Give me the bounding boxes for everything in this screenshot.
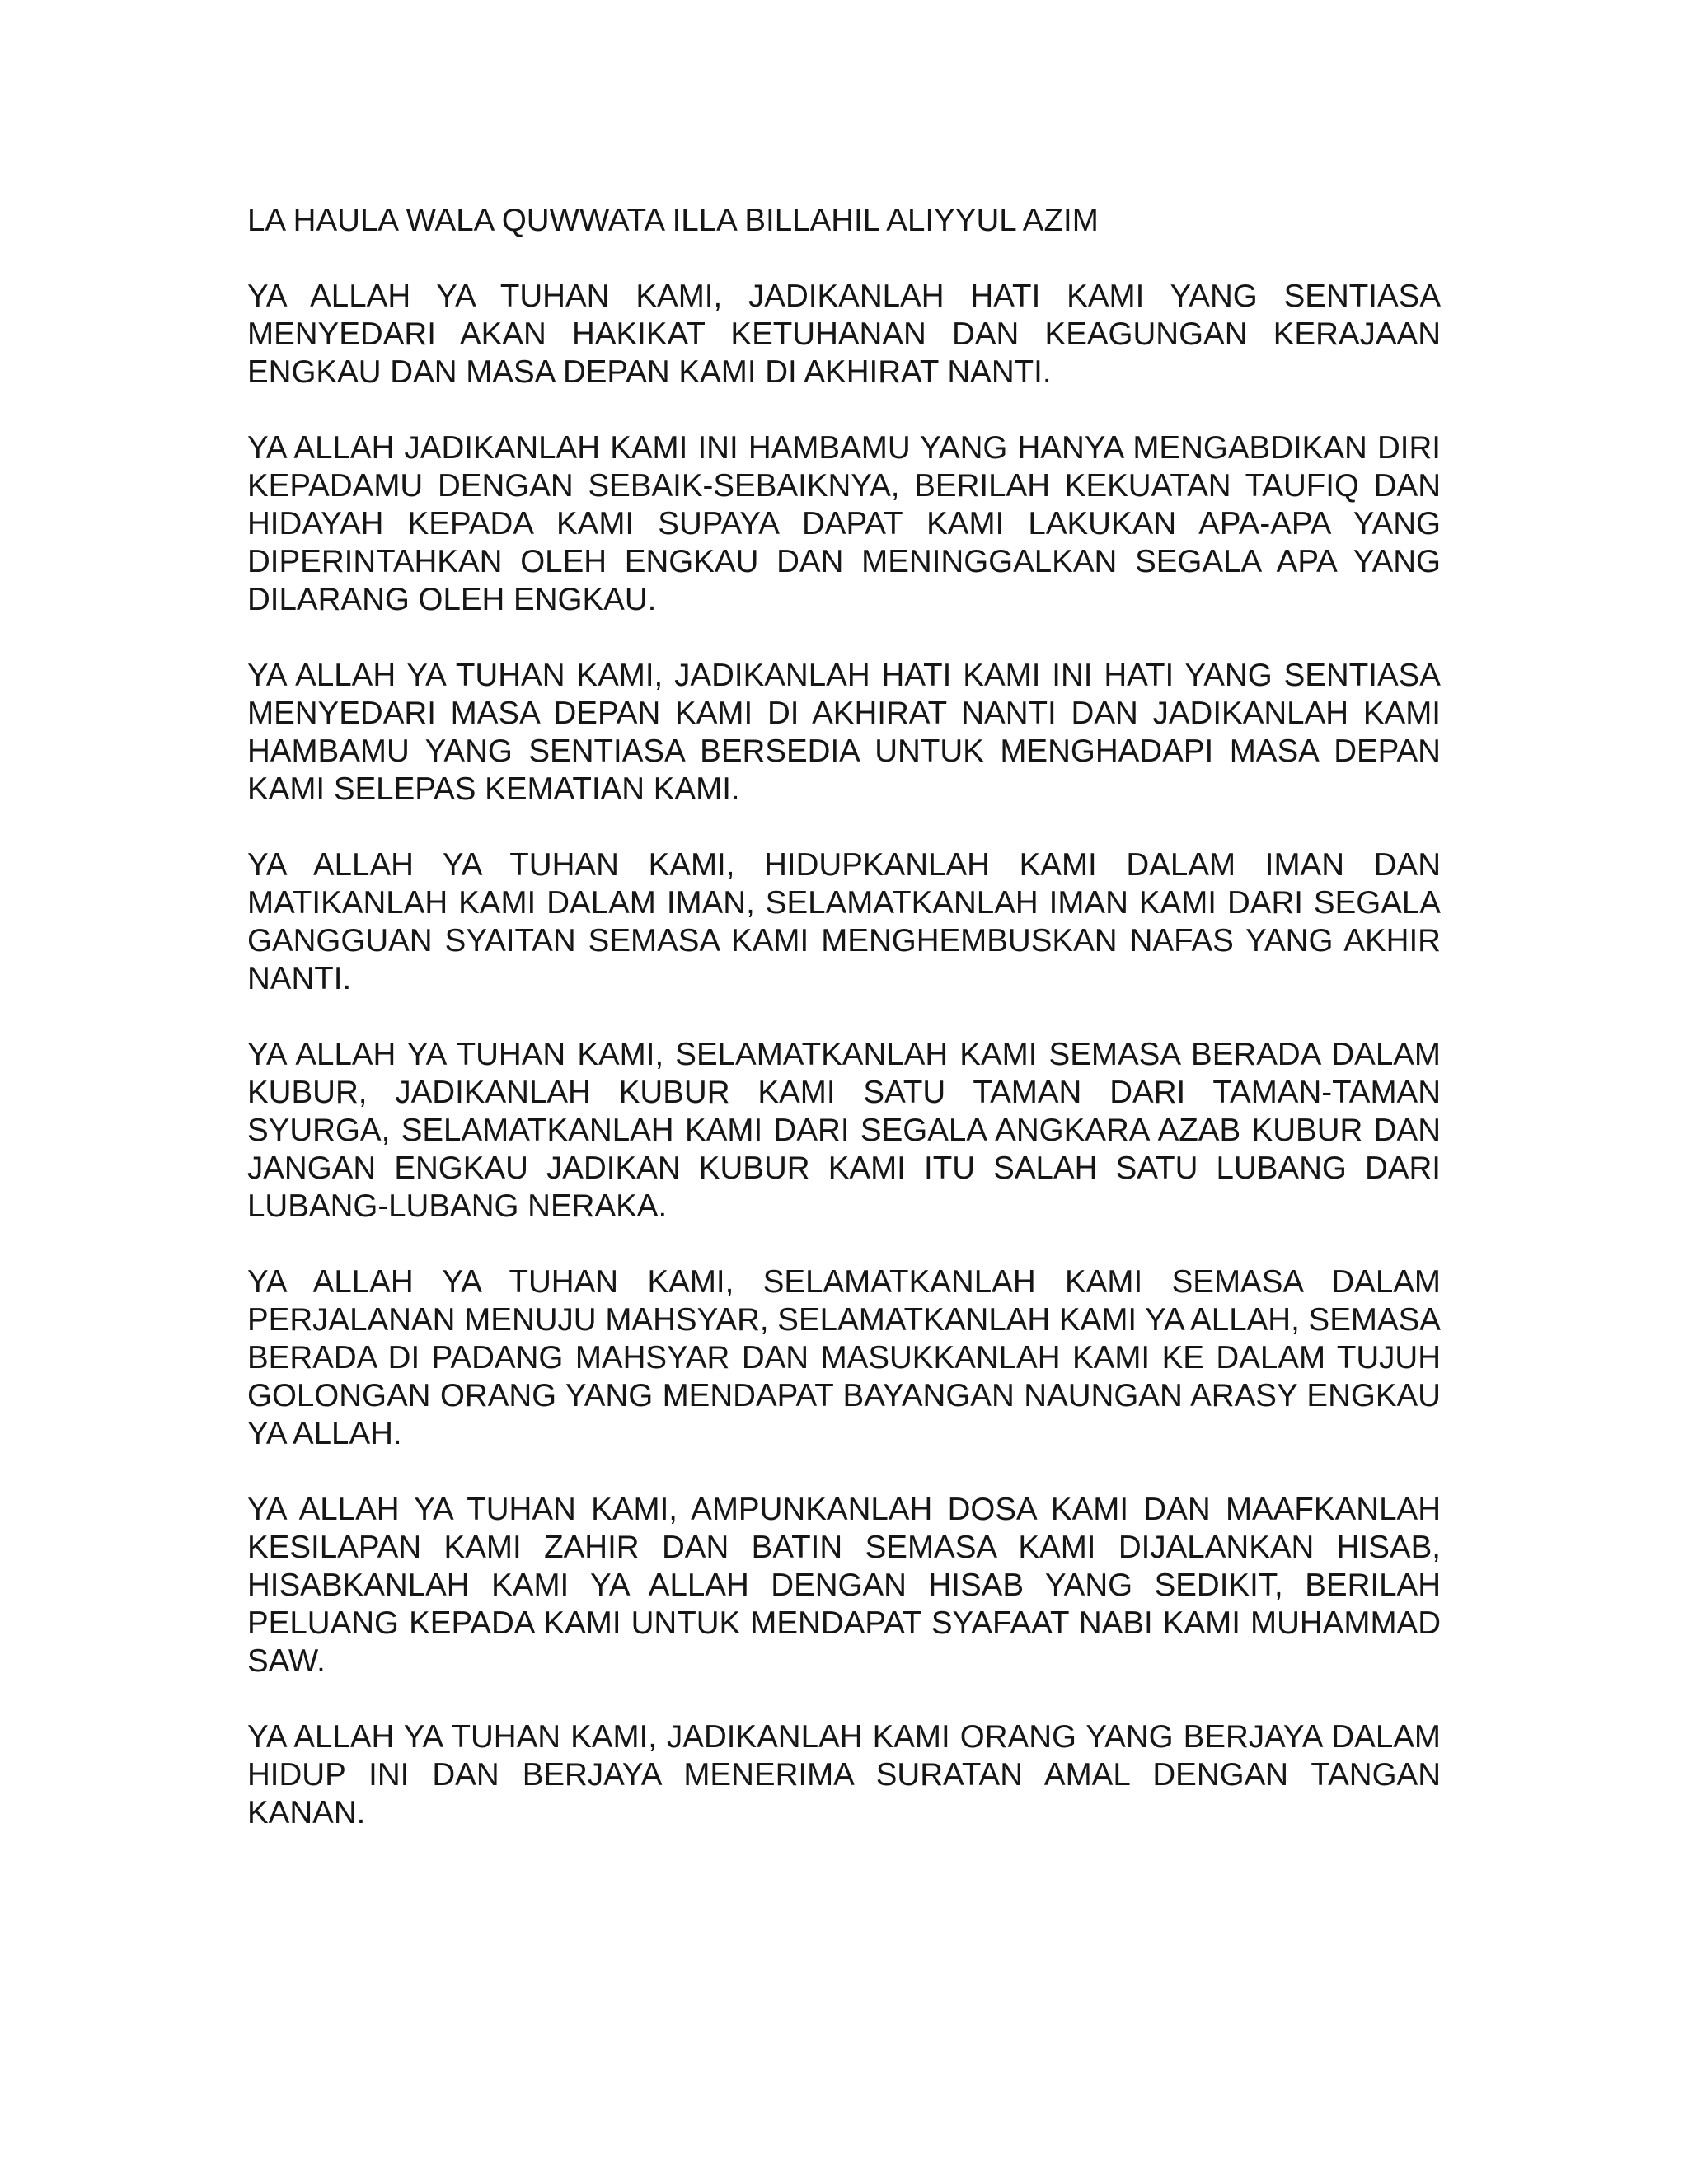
paragraph-7: YA ALLAH YA TUHAN KAMI, AMPUNKANLAH DOSA KAMI DAN MAAFKANLAH KESILAPAN KAMI ZAHIR DAN BATIN SEMASA KAMI DIJALANKAN HISAB, HISABKANLAH KAMI YA ALLAH DENGAN HISAB YANG SEDIKIT, BERILAH PELUANG KEPADA KAMI UNTUK MENDAPAT SYAFAAT NABI KAMI MUHAMMAD SAW. — [247, 1492, 1441, 1679]
paragraph-6: YA ALLAH YA TUHAN KAMI, SELAMATKANLAH KAMI SEMASA DALAM PERJALANAN MENUJU MAHSYAR, SELAMATKANLAH KAMI YA ALLAH, SEMASA BERADA DI PADANG MAHSYAR DAN MASUKKANLAH KAMI KE DALAM TUJUH GOLONGAN ORANG YANG MENDAPAT BAYANGAN NAUNGAN ARASY ENGKAU YA ALLAH. — [247, 1264, 1441, 1451]
document-page — [247, 202, 1441, 1832]
document-heading: LA HAULA WALA QUWWATA ILLA BILLAHIL ALIYYUL AZIM — [247, 203, 1099, 238]
paragraph-4: YA ALLAH YA TUHAN KAMI, HIDUPKANLAH KAMI DALAM IMAN DAN MATIKANLAH KAMI DALAM IMAN, SELAMATKANLAH IMAN KAMI DARI SEGALA GANGGUAN SYAITAN SEMASA KAMI MENGHEMBUSKAN NAFAS YANG AKHIR NANTI. — [247, 847, 1441, 996]
paragraph-2: YA ALLAH JADIKANLAH KAMI INI HAMBAMU YANG HANYA MENGABDIKAN DIRI KEPADAMU DENGAN SEBAIK-SEBAIKNYA, BERILAH KEKUATAN TAUFIQ DAN HIDAYAH KEPADA KAMI SUPAYA DAPAT KAMI LAKUKAN APA-APA YANG DIPERINTAHKAN OLEH ENGKAU DAN MENINGGALKAN SEGALA APA YANG DILARANG OLEH ENGKAU. — [247, 430, 1441, 617]
paragraph-5: YA ALLAH YA TUHAN KAMI, SELAMATKANLAH KAMI SEMASA BERADA DALAM KUBUR, JADIKANLAH KUBUR KAMI SATU TAMAN DARI TAMAN-TAMAN SYURGA, SELAMATKANLAH KAMI DARI SEGALA ANGKARA AZAB KUBUR DAN JANGAN ENGKAU JADIKAN KUBUR KAMI ITU SALAH SATU LUBANG DARI LUBANG-LUBANG NERAKA. — [247, 1037, 1441, 1224]
paragraph-3: YA ALLAH YA TUHAN KAMI, JADIKANLAH HATI KAMI INI HATI YANG SENTIASA MENYEDARI MASA DEPAN KAMI DI AKHIRAT NANTI DAN JADIKANLAH KAMI HAMBAMU YANG SENTIASA BERSEDIA UNTUK MENGHADAPI MASA DEPAN KAMI SELEPAS KEMATIAN KAMI. — [247, 658, 1441, 807]
paragraph-8: YA ALLAH YA TUHAN KAMI, JADIKANLAH KAMI ORANG YANG BERJAYA DALAM HIDUP INI DAN BERJAYA MENERIMA SURATAN AMAL DENGAN TANGAN KANAN. — [247, 1719, 1441, 1830]
paragraph-1: YA ALLAH YA TUHAN KAMI, JADIKANLAH HATI KAMI YANG SENTIASA MENYEDARI AKAN HAKIKAT KETUHANAN DAN KEAGUNGAN KERAJAAN ENGKAU DAN MASA DEPAN KAMI DI AKHIRAT NANTI. — [247, 279, 1441, 390]
